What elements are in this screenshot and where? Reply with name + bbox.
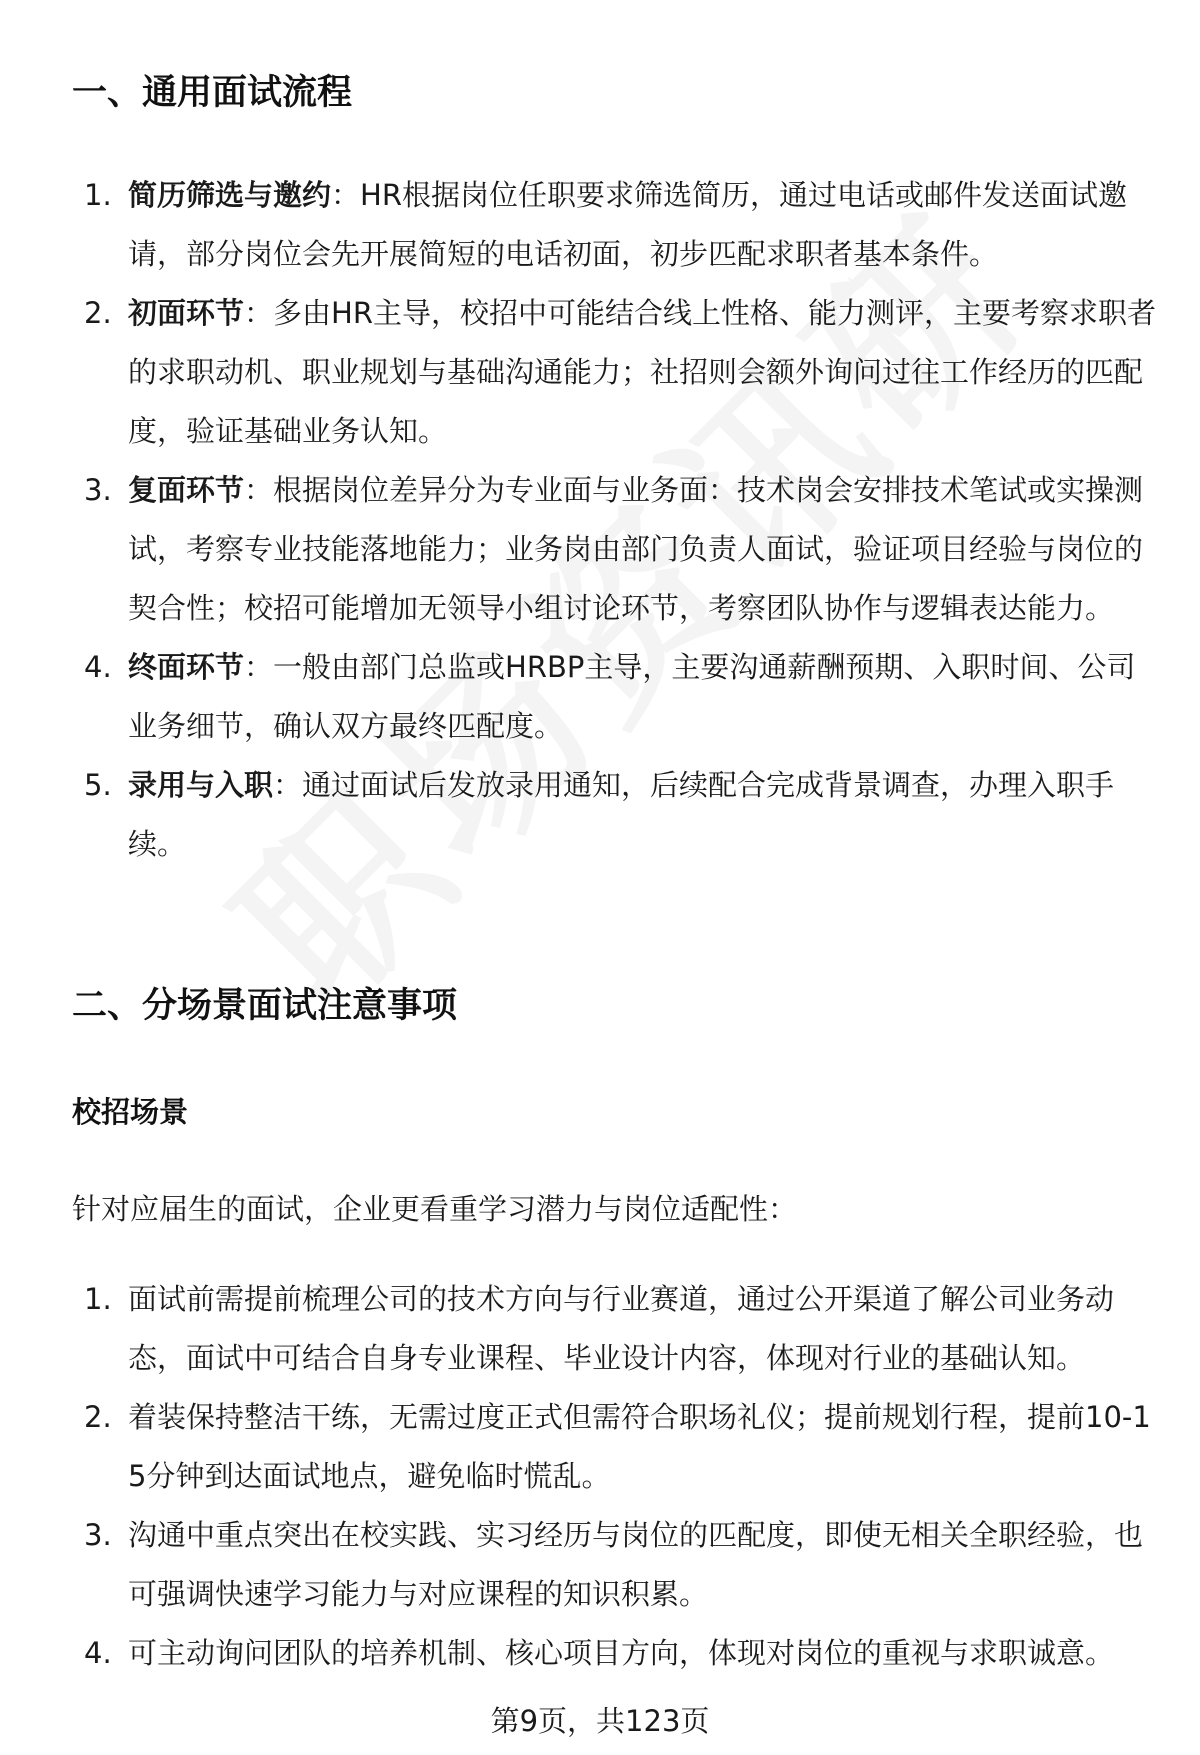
section-1-title: 一、通用面试流程 [72,73,353,113]
campus-recruitment-subtitle: 校招场景 [72,1095,189,1129]
page-footer: 第9页，共123页 [490,1704,710,1738]
list-item-text: ：根据岗位差异分为专业面与业务面：技术岗会安排技术笔试或实操测试，考察专业技能落地能力；业务岗由部门负责人面试，验证项目经验与岗位的契合性；校招可能增加无领导小组讨论环节，考察团队协作与逻辑表达能力。 [128,473,1144,625]
list-item-number: 2. [84,296,112,330]
interview-process-list [0,166,1200,874]
list-item-number: 3. [84,473,112,507]
list-item-text: 着装保持整洁干练，无需过度正式但需符合职场礼仪；提前规划行程，提前10-15分钟到达面试地点，避免临时慌乱。 [128,1400,1151,1493]
list-item-text: 可主动询问团队的培养机制、核心项目方向，体现对岗位的重视与求职诚意。 [128,1636,1115,1670]
list-item [0,461,1200,638]
list-item [0,638,1200,756]
list-item-text: ：一般由部门总监或HRBP主导，主要沟通薪酬预期、入职时间、公司业务细节，确认双方最终匹配度。 [128,650,1136,743]
list-item-label: 终面环节 [128,650,245,684]
list-item-number: 1. [84,178,112,212]
section-2-title: 二、分场景面试注意事项 [72,986,458,1026]
list-item-number: 2. [84,1400,112,1434]
list-item-number: 3. [84,1518,112,1552]
list-item [0,166,1200,284]
list-item [0,1624,1200,1683]
list-item-number: 4. [84,1636,112,1670]
list-item-number: 5. [84,768,112,802]
list-item [0,1388,1200,1506]
list-item [0,1270,1200,1388]
list-item-text: ：通过面试后发放录用通知，后续配合完成背景调查，办理入职手续。 [128,768,1115,861]
campus-notes-list [0,1270,1200,1683]
list-item [0,284,1200,461]
list-item-label: 录用与入职 [128,768,274,802]
list-item-text: ：HR根据岗位任职要求筛选简历，通过电话或邮件发送面试邀请，部分岗位会先开展简短的电话初面，初步匹配求职者基本条件。 [128,178,1127,271]
campus-intro-text: 针对应届生的面试，企业更看重学习潜力与岗位适配性： [72,1192,798,1226]
list-item-text: 面试前需提前梳理公司的技术方向与行业赛道，通过公开渠道了解公司业务动态，面试中可结合自身专业课程、毕业设计内容，体现对行业的基础认知。 [128,1282,1115,1375]
list-item-label: 初面环节 [128,296,245,330]
list-item [0,756,1200,874]
list-item [0,1506,1200,1624]
list-item-text: 沟通中重点突出在校实践、实习经历与岗位的匹配度，即使无相关全职经验，也可强调快速学习能力与对应课程的知识积累。 [128,1518,1144,1611]
list-item-text: ：多由HR主导，校招中可能结合线上性格、能力测评，主要考察求职者的求职动机、职业规划与基础沟通能力；社招则会额外询问过往工作经历的匹配度，验证基础业务认知。 [128,296,1156,448]
list-item-label: 复面环节 [128,473,245,507]
list-item-number: 1. [84,1282,112,1316]
list-item-label: 简历筛选与邀约 [128,178,332,212]
list-item-number: 4. [84,650,112,684]
